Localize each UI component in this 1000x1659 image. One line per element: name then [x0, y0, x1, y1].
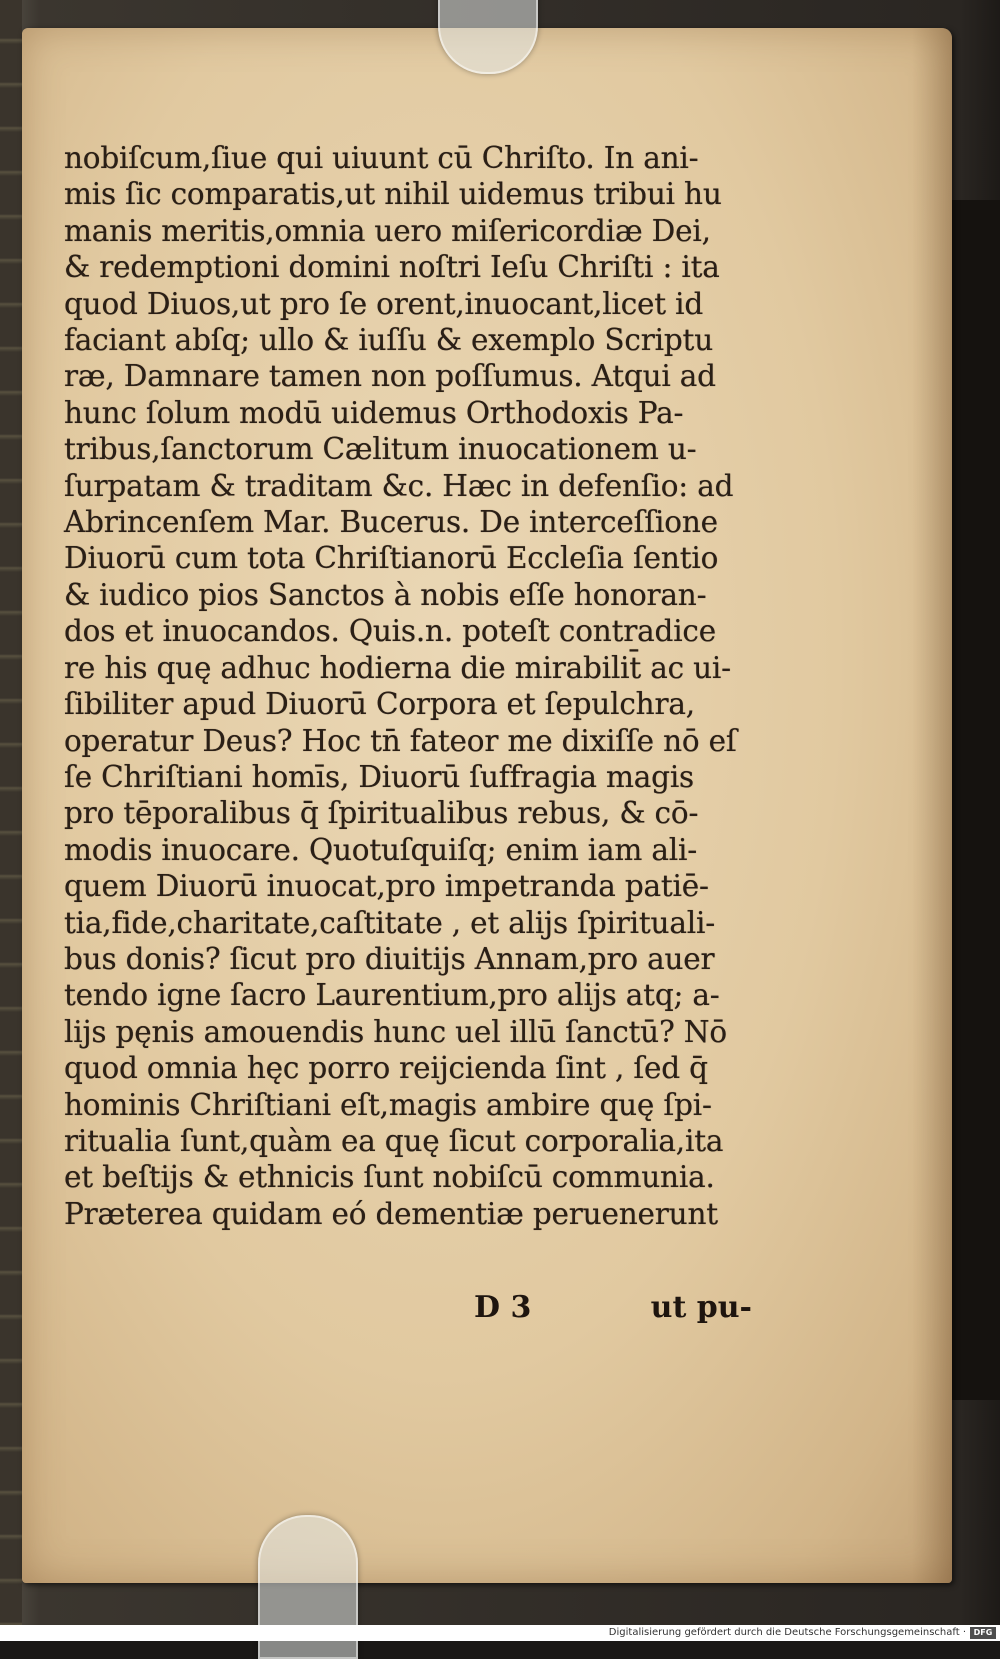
text-line: operatur Deus? Hoc tn̄ fateor me dixiſſe nō eſ	[64, 723, 737, 758]
book-page	[22, 28, 952, 1583]
text-line: tendo igne ſacro Laurentium,pro alijs atq; a-	[64, 978, 720, 1013]
text-line: hominis Chriſtiani eſt,magis ambire quę ſpi-	[64, 1087, 712, 1122]
text-line: manis meritis,omnia uero miſericordiæ Dei,	[64, 213, 711, 248]
text-line: tia,fide,charitate,caſtitate , et aliјs ſpirituali-	[64, 905, 715, 940]
catchline	[64, 1290, 764, 1330]
text-line: et beſtijs & ethnicis ſunt nobiſcū communia.	[64, 1160, 715, 1195]
text-line: & iudico pios Sanctos à nobis eſſe honoran-	[64, 577, 707, 612]
text-line: dos et inuocandos. Quis.n. poteſt contradice	[64, 614, 717, 649]
book-board-edge	[952, 200, 1000, 1400]
text-line: ritualia ſunt,quàm ea quę ſicut corporalia,ita	[64, 1123, 724, 1158]
text-line: Abrincenſem Mar. Bucerus. De interceſſione	[64, 505, 718, 540]
text-line: mis ſic comparatis,ut nihil uidemus tribui hu	[64, 177, 722, 212]
catchword: ut pu-	[650, 1290, 752, 1325]
text-line: hunc ſolum modū uidemus Orthodoxis Pa-	[64, 395, 684, 430]
text-line: ſe Chriſtiani homīs, Diuorū ſuffragia magis	[64, 759, 695, 794]
text-line: bus donis? ſicut pro diuitijs Annam,pro auer	[64, 941, 715, 976]
text-line: & redemptioni domini noſtri Ieſu Chriſti : ita	[64, 250, 720, 285]
text-line: Diuorū cum tota Chriſtianorū Eccleſia ſentio	[64, 541, 719, 576]
text-line: pro tēporalibus q̄ ſpiritualibus rebus, & cō-	[64, 796, 699, 831]
page-text-block	[64, 140, 764, 1232]
text-line: quod Diuos,ut pro ſe orent,inuocant,licet id	[64, 286, 704, 321]
text-line: quod omnia hęc porro reijcienda ſint , ſed q̄	[64, 1051, 708, 1086]
text-line: nobiſcum,ſiue qui uiuunt cū Chriſto. In ani-	[64, 141, 699, 175]
text-line: re his quę adhuc hodierna die mirabilit̄ ac ui-	[64, 650, 731, 685]
text-line: ſibiliter apud Diuorū Corpora et ſepulchra,	[64, 687, 695, 722]
text-line: lijs pęnis amouendis hunc uel illū ſanctū? Nō	[64, 1014, 727, 1049]
text-line: modis inuocare. Quotuſquiſq; enim iam ali-	[64, 832, 697, 867]
text-line: tribus,ſanctorum Cælitum inuocationem u-	[64, 432, 697, 467]
book-spine-edge	[0, 0, 22, 1625]
dfg-logo-icon: DFG	[970, 1627, 996, 1639]
footer-credit-text: Digitalisierung gefördert durch die Deutsche Forschungsgemeinschaft ·	[608, 1627, 966, 1638]
digitization-footer	[0, 1625, 1000, 1641]
text-line: ſurpatam & traditam &c. Hæc in defenſio: ad	[64, 468, 734, 503]
text-line: Præterea quidam eó dementiæ peruenerunt	[64, 1196, 718, 1231]
text-line: quem Diuorū inuocat,pro impetranda patiē-	[64, 869, 709, 904]
text-line: ræ, Damnare tamen non poſſumus. Atqui ad	[64, 359, 716, 394]
signature-mark: D 3	[474, 1290, 532, 1325]
text-line: faciant abſq; ullo & iuſſu & exemplo Scriptu	[64, 323, 713, 358]
